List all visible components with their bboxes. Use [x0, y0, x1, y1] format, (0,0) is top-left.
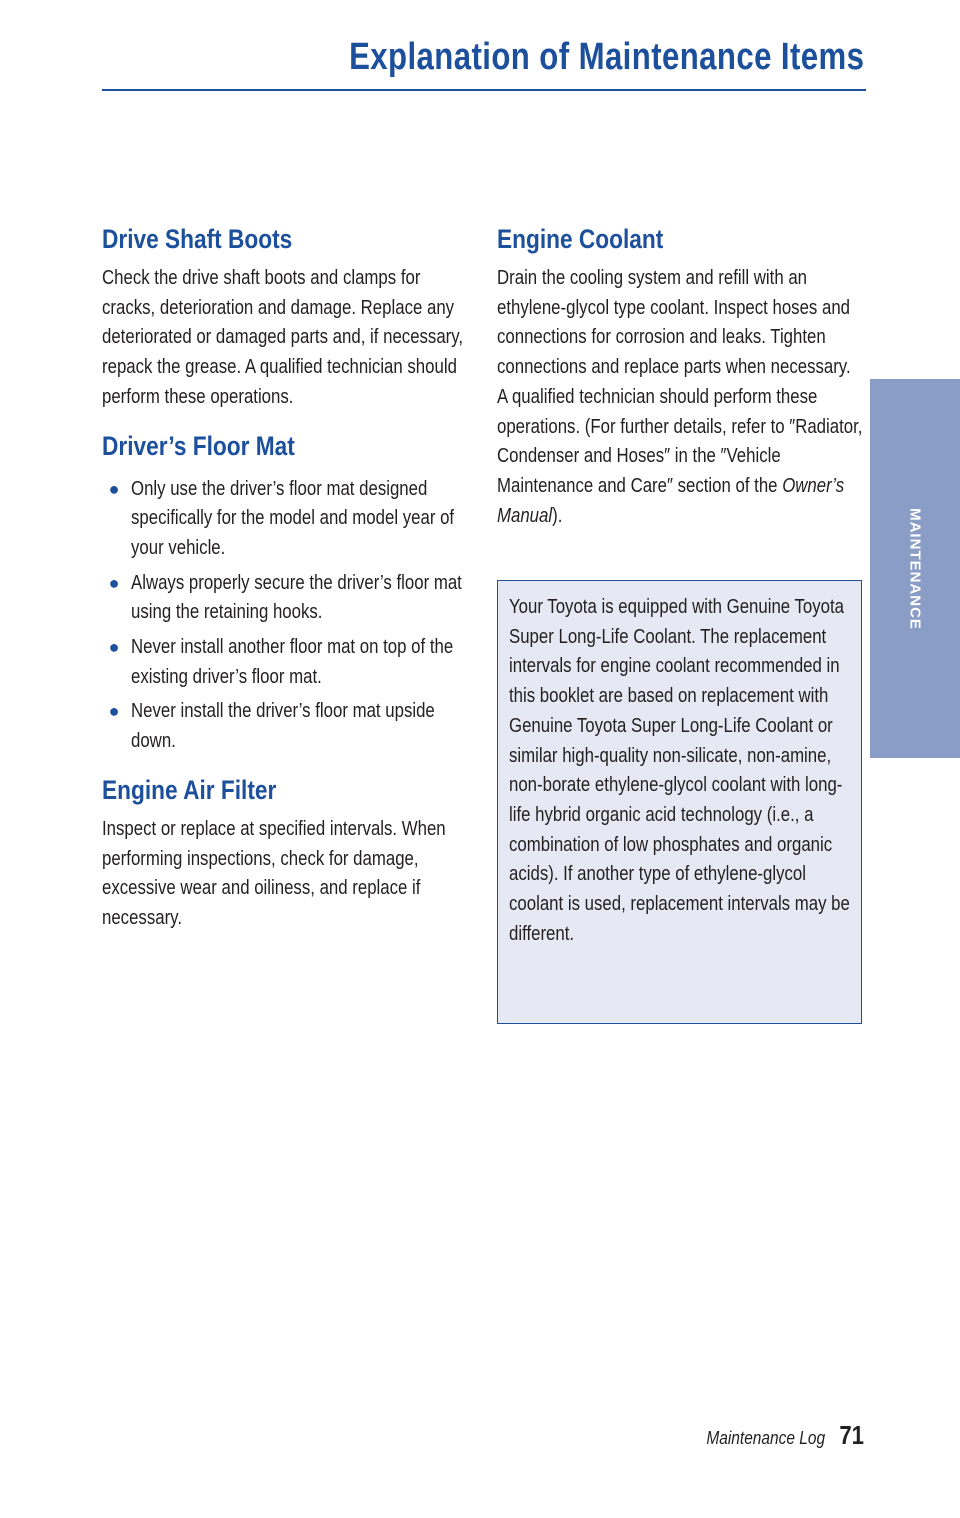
- bullet-icon: ●: [108, 572, 120, 593]
- left-column: [102, 222, 468, 950]
- air-filter-section: [102, 773, 468, 934]
- air-filter-heading: Engine Air Filter: [102, 774, 277, 805]
- title-divider: [102, 89, 866, 91]
- page-footer: [687, 1420, 864, 1451]
- list-item: ● Never install another floor mat on top of the existing driver’s floor mat.: [102, 633, 468, 692]
- section-tab: [870, 379, 960, 758]
- drive-shaft-heading: Drive Shaft Boots: [102, 224, 293, 254]
- list-item: ● Only use the driver’s floor mat designed specifically for the model and model year of your vehicle.: [102, 475, 468, 564]
- list-item: ● Always properly secure the driver’s floor mat using the retaining hooks.: [102, 569, 468, 628]
- air-filter-body: Inspect or replace at specified intervals. When performing inspections, check for damage, excessive wear and oiliness, and replace if necessary.: [102, 817, 446, 929]
- owners-manual-reference: Owner’s Manual: [497, 474, 845, 527]
- coolant-body: Drain the cooling system and refill with an ethylene-glycol type coolant. Inspect hoses and connections for corrosion and leaks. Tighten connections and replace parts when necessary. A qualified technician should perform these operations. (For further details, refer to ″Radiator, Condenser and Hoses″ in the ″Vehicle Maintenance and Care″ section of the Owner’s Manual).: [497, 267, 863, 527]
- list-item: ● Never install the driver’s floor mat upside down.: [102, 697, 468, 756]
- coolant-section: [497, 222, 864, 531]
- bullet-icon: ●: [108, 701, 120, 722]
- footer-label: Maintenance Log: [705, 1428, 825, 1448]
- right-column: [497, 222, 864, 547]
- coolant-note-text: Your Toyota is equipped with Genuine Toyota Super Long-Life Coolant. The replacement intervals for engine coolant recommended in this booklet are based on replacement with Genuine Toyota Super Long-Life Coolant or similar high-quality non-silicate, non-amine, non-borate ethylene-glycol coolant with long-life hybrid organic acid technology (i.e., a combination of low phosphates and organic acids). If another type of ethylene-glycol coolant is used, replacement intervals may be different.: [509, 596, 850, 945]
- coolant-note-box: [497, 580, 862, 1024]
- coolant-heading: Engine Coolant: [497, 224, 664, 254]
- bullet-icon: ●: [108, 637, 120, 658]
- drive-shaft-section: [102, 222, 468, 413]
- floor-mat-section: [102, 429, 468, 757]
- floor-mat-heading: Driver’s Floor Mat: [102, 430, 295, 461]
- bullet-icon: ●: [108, 478, 120, 499]
- page-number: 71: [839, 1420, 864, 1450]
- drive-shaft-body: Check the drive shaft boots and clamps for cracks, deterioration and damage. Replace any deteriorated or damaged parts and, if necessary, repack the grease. A qualified technician should perform these operations.: [102, 267, 464, 408]
- page-title: Explanation of Maintenance Items: [348, 36, 864, 78]
- floor-mat-list: [102, 475, 468, 757]
- section-tab-label: MAINTENANCE: [906, 507, 924, 630]
